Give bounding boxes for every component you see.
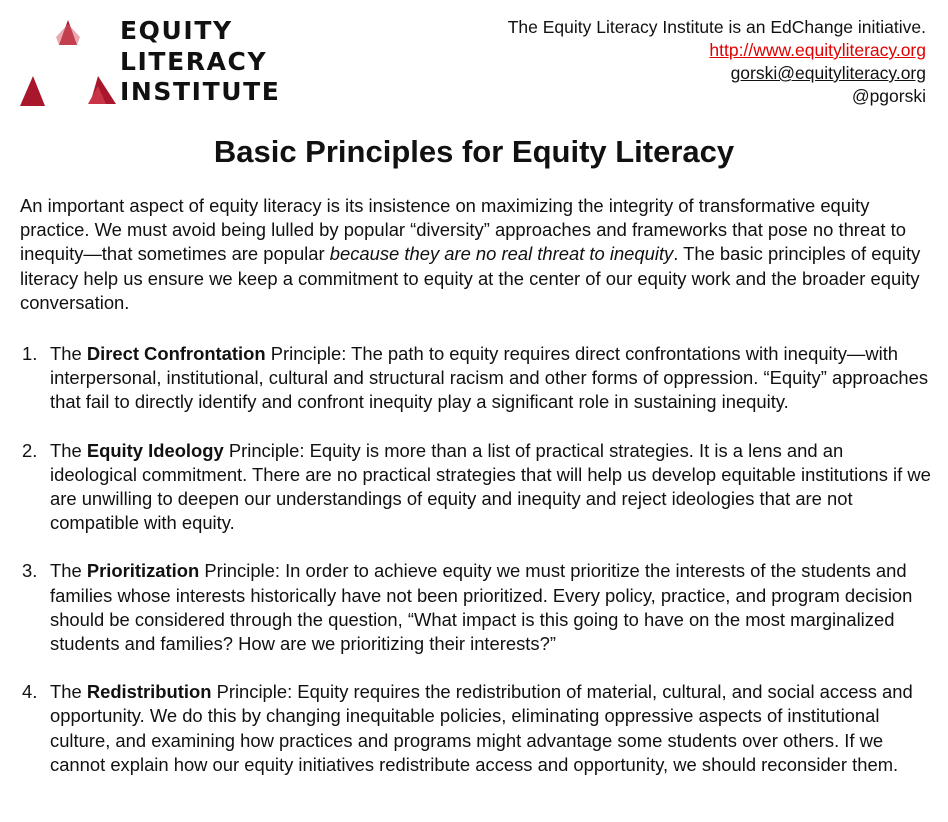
intro-paragraph [20, 194, 930, 315]
principle-text: Principle: Equity is more than a list of practical strategies. It is a lens and an ideological commitment. There are no practical strategies that will help us develop equitable institutions if we are unwilling to deepen our understandings of equity and inequity and reject ideologies that are not compatible with equity. [50, 439, 931, 534]
principles-list [20, 342, 932, 801]
institute-logo [18, 16, 281, 112]
principle-item-redistribution [20, 680, 932, 777]
logo-line-institute: INSTITUTE [120, 77, 281, 106]
principle-lead: The [50, 439, 87, 461]
social-handle: @pgorski [851, 86, 926, 106]
principle-text: Principle: Equity requires the redistribution of material, cultural, and social access and opportunity. We do this by changing inequitable policies, eliminating oppressive aspects of institutional culture, and examining how practices and programs might advantage some students over others. If we cannot explain how our equity initiatives redistribute access and opportunity, we should reconsider them. [50, 681, 913, 775]
principle-lead: The [50, 343, 87, 364]
contact-block [508, 16, 926, 108]
principle-item-direct-confrontation [20, 342, 932, 415]
triangle-logo-icon [18, 16, 118, 112]
principle-number: 2. [22, 439, 38, 461]
principle-name: Equity Ideology [86, 439, 224, 461]
principle-name: Direct Confrontation [86, 343, 266, 364]
principle-number: 3. [22, 560, 38, 582]
intro-emphasis: because they are no real threat to inequity [329, 243, 674, 265]
principle-item-prioritization [20, 559, 932, 656]
principle-name: Prioritization [86, 560, 200, 582]
logo-line-literacy: LITERACY [120, 46, 268, 76]
principle-lead: The [50, 560, 87, 582]
principle-lead: The [50, 681, 87, 703]
intro-text-1: An important aspect of equity literacy is its insistence on maximizing the integrity of transformative equity practice. We must avoid being lulled by popular “diversity” approaches and frameworks that pose no threat to inequity—that sometimes are popular [20, 195, 906, 265]
principle-item-equity-ideology [20, 439, 932, 536]
website-link[interactable]: http://www.equityliteracy.org [709, 40, 926, 60]
principle-number: 1. [22, 343, 38, 364]
principle-number: 4. [22, 681, 38, 703]
principle-text: Principle: The path to equity requires direct confrontations with inequity—with interpersonal, institutional, cultural and structural racism and other forms of oppression. “Equity” approaches that fail to directly identify and confront inequity play a significant role in sustaining inequity. [50, 343, 929, 413]
email-link[interactable]: gorski@equityliteracy.org [730, 63, 926, 83]
intro-text-2: . The basic principles of equity literacy help us ensure we keep a commitment to equity at the center of our equity work and the broader equity conversation. [20, 243, 921, 313]
logo-line-equity: EQUITY [120, 16, 233, 45]
page-title: Basic Principles for Equity Literacy [213, 134, 735, 169]
principle-name: Redistribution [86, 681, 212, 703]
principle-text: Principle: In order to achieve equity we must prioritize the interests of the students and families whose interests historically have not been prioritized. Every policy, practice, and program decision should be considered through the question, “What impact is this going to have on the most marginalized students and families? How are we prioritizing their interests?” [50, 560, 913, 655]
contact-tagline: The Equity Literacy Institute is an EdChange initiative. [507, 17, 926, 37]
